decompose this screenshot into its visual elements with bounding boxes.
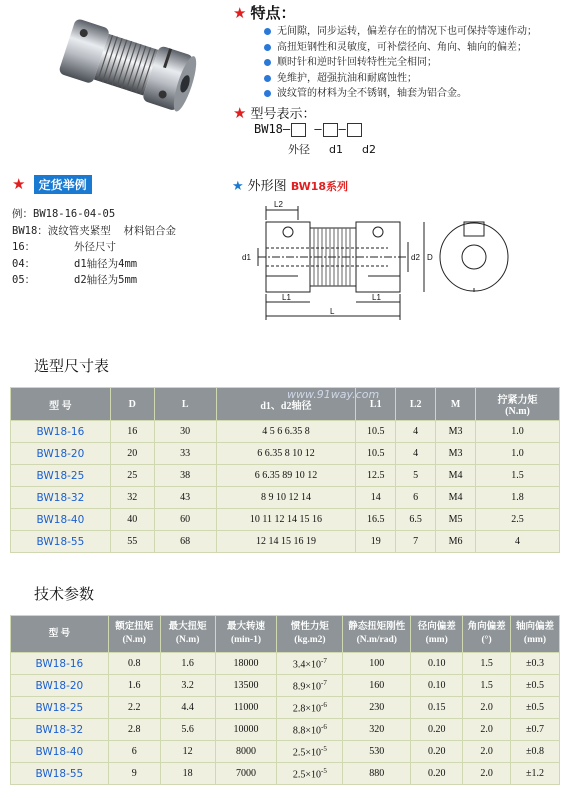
table-cell: 10 11 12 14 15 16 (216, 509, 356, 531)
inertia-cell (277, 763, 343, 785)
col-header (160, 616, 215, 653)
feature-item: 无间隙，同步运转，偏差存在的情况下也可保持等速作动； (263, 24, 563, 40)
table-cell: 4 (396, 421, 436, 443)
col-header-model: 型 号 (11, 388, 111, 421)
example-line (12, 239, 176, 256)
table-cell: ±0.3 (511, 653, 560, 675)
table-row (11, 763, 560, 785)
table-row (11, 653, 560, 675)
col-header-D: D (110, 388, 154, 421)
col-header-L: L (154, 388, 216, 421)
red-star-icon: ★ (233, 4, 247, 22)
col-header-torque (476, 388, 560, 421)
table-cell: 10.5 (356, 421, 396, 443)
model-notation-title (233, 103, 315, 122)
feature-item: 高扭矩钢性和灵敏度，可补偿径向、角向、轴向的偏差； (263, 40, 563, 56)
table-cell: 0.10 (411, 675, 463, 697)
model-cell: BW18-25 (11, 465, 111, 487)
example-line (12, 256, 176, 273)
col-header-label: 轴向偏差 (516, 622, 555, 632)
feature-item: 波纹管的材料为全不锈钢，轴套为铝合金。 (263, 86, 563, 102)
tech-table-title: 技术参数 (34, 585, 95, 603)
table-cell: 20 (110, 443, 154, 465)
col-header-unit: (N.m) (122, 635, 146, 645)
table-cell: 6 (108, 741, 160, 763)
table-cell: 1.0 (476, 443, 560, 465)
table-cell: 4 (476, 531, 560, 553)
table-cell: 0.20 (411, 719, 463, 741)
selection-table (10, 387, 560, 553)
table-cell: 1.5 (463, 675, 511, 697)
table-row (11, 741, 560, 763)
example-text (12, 206, 176, 289)
col-header-unit: (°) (481, 635, 492, 645)
table-cell: 12.5 (356, 465, 396, 487)
table-cell: 1.5 (463, 653, 511, 675)
model-code-labels (288, 141, 395, 157)
example-value: 外径尺寸 (74, 241, 116, 253)
example-value: d2轴径为5mm (74, 274, 138, 286)
col-header-label: 角向偏差 (467, 622, 506, 632)
dim-label-l2: L2 (274, 200, 283, 209)
table-cell: 14 (356, 487, 396, 509)
table-cell: 16 (110, 421, 154, 443)
placeholder-box (347, 123, 362, 137)
table-cell: 0.15 (411, 697, 463, 719)
col-header-label: 最大转速 (227, 622, 266, 632)
example-value: 波纹管夹紧型 材料铝合金 (47, 224, 176, 237)
table-cell: 4 (396, 443, 436, 465)
bellows-coupling-photo (52, 8, 202, 123)
example-key: BW18： (12, 224, 48, 237)
table-cell: 32 (110, 487, 154, 509)
table-cell: 2.0 (463, 763, 511, 785)
table-cell: 12 (160, 741, 215, 763)
inertia-exponent: -7 (321, 678, 327, 687)
features-list (263, 24, 563, 102)
table-cell: 7 (396, 531, 436, 553)
table-cell: 0.20 (411, 763, 463, 785)
col-header-label: 最大扭矩 (168, 622, 207, 632)
col-header-unit: (min-1) (230, 635, 262, 645)
table-cell: 30 (154, 421, 216, 443)
table-cell: 55 (110, 531, 154, 553)
example-line (12, 272, 176, 289)
table-cell: 12 14 15 16 19 (216, 531, 356, 553)
label-d1: d1 (329, 143, 343, 156)
example-key: 05： (12, 274, 36, 286)
col-header-unit: (N.m/rad) (356, 635, 397, 645)
model-cell: BW18-55 (11, 763, 109, 785)
inertia-base: 8.8×10 (292, 725, 322, 737)
features-title-text: 特点： (250, 4, 296, 22)
model-cell: BW18-20 (11, 675, 109, 697)
table-cell: 100 (343, 653, 411, 675)
table-cell: 8 9 10 12 14 (216, 487, 356, 509)
table-cell: 320 (343, 719, 411, 741)
col-header-label: 径向偏差 (417, 622, 456, 632)
table-cell: 4 5 6 6.35 8 (216, 421, 356, 443)
table-cell: 6 (396, 487, 436, 509)
inertia-exponent: -7 (321, 656, 327, 665)
table-cell: 18000 (215, 653, 277, 675)
col-header-label: 额定扭矩 (115, 622, 154, 632)
table-cell: 13500 (215, 675, 277, 697)
feature-item: 顺时针和逆时针回转特性完全相同； (263, 55, 563, 71)
inertia-cell (277, 697, 343, 719)
table-row (11, 531, 560, 553)
model-cell: BW18-20 (11, 443, 111, 465)
table-cell: 1.0 (476, 421, 560, 443)
label-outer-diameter: 外径 (288, 143, 310, 156)
table-cell: 6.5 (396, 509, 436, 531)
table-row (11, 697, 560, 719)
table-cell: 68 (154, 531, 216, 553)
table-cell: 3.2 (160, 675, 215, 697)
dim-label-L: L (330, 307, 335, 316)
model-cell: BW18-16 (11, 653, 109, 675)
inertia-exponent: -5 (321, 744, 327, 753)
table-cell: 11000 (215, 697, 277, 719)
inertia-cell (277, 741, 343, 763)
model-code-template: BW18— — — (254, 122, 363, 137)
outline-heading (232, 175, 348, 194)
table-cell: 1.8 (476, 487, 560, 509)
table-row (11, 487, 560, 509)
table-cell: 16.5 (356, 509, 396, 531)
dim-label-l1: L1 (372, 293, 381, 302)
table-cell: 25 (110, 465, 154, 487)
col-header (277, 616, 343, 653)
table-cell: 38 (154, 465, 216, 487)
col-header (463, 616, 511, 653)
col-header-torque-label: 拧紧力矩 (497, 395, 538, 406)
model-notation-title-text: 型号表示： (250, 107, 316, 122)
table-row (11, 719, 560, 741)
red-star-icon: ★ (233, 104, 247, 122)
selection-table-title: 选型尺寸表 (34, 357, 110, 375)
example-line (12, 223, 176, 240)
table-cell: 10000 (215, 719, 277, 741)
feature-item: 免维护，超强抗油和耐腐蚀性； (263, 71, 563, 87)
dim-label-d1: d1 (242, 253, 251, 262)
table-cell: M4 (436, 465, 476, 487)
inertia-cell (277, 719, 343, 741)
col-header-label: 惯性力矩 (290, 622, 329, 632)
label-d2: d2 (361, 143, 376, 156)
col-header-unit: (kg.m2) (294, 635, 326, 645)
col-header-torque-unit: (N.m) (505, 406, 530, 417)
placeholder-box (291, 123, 306, 137)
table-cell: ±0.5 (511, 697, 560, 719)
table-cell: 2.0 (463, 697, 511, 719)
col-header (411, 616, 463, 653)
table-row (11, 509, 560, 531)
table-cell: 9 (108, 763, 160, 785)
table-cell: 40 (110, 509, 154, 531)
inertia-cell (277, 653, 343, 675)
table-cell: 0.8 (108, 653, 160, 675)
model-cell: BW18-16 (11, 421, 111, 443)
table-cell: 60 (154, 509, 216, 531)
table-cell: ±0.7 (511, 719, 560, 741)
model-cell: BW18-32 (11, 719, 109, 741)
table-cell: 6 6.35 89 10 12 (216, 465, 356, 487)
inertia-base: 2.5×10 (292, 747, 322, 759)
table-cell: 5.6 (160, 719, 215, 741)
inertia-base: 2.8×10 (292, 703, 322, 715)
table-cell: 880 (343, 763, 411, 785)
model-prefix: BW18— (254, 122, 291, 136)
dim-label-d2: d2 (411, 253, 420, 262)
model-cell: BW18-55 (11, 531, 111, 553)
table-header-row (11, 388, 560, 421)
col-header-L2: L2 (396, 388, 436, 421)
example-heading (12, 175, 92, 194)
table-cell: M3 (436, 421, 476, 443)
col-header-bore: d1、d2轴径 (216, 388, 356, 421)
table-cell: 2.0 (463, 741, 511, 763)
table-cell: 43 (154, 487, 216, 509)
table-cell: 4.4 (160, 697, 215, 719)
col-header-unit: (N.m) (175, 635, 200, 645)
table-cell: ±0.8 (511, 741, 560, 763)
col-header (511, 616, 560, 653)
col-header-M: M (436, 388, 476, 421)
table-cell: 33 (154, 443, 216, 465)
table-cell: M3 (436, 443, 476, 465)
model-cell: BW18-40 (11, 741, 109, 763)
col-header-unit: (mm) (523, 635, 547, 645)
table-cell: 2.2 (108, 697, 160, 719)
example-key: 04： (12, 257, 36, 270)
table-cell: 6 6.35 8 10 12 (216, 443, 356, 465)
table-cell: 2.0 (463, 719, 511, 741)
table-cell: 0.10 (411, 653, 463, 675)
table-cell: 1.6 (108, 675, 160, 697)
table-row (11, 443, 560, 465)
red-star-icon: ★ (12, 175, 26, 193)
table-cell: 1.6 (160, 653, 215, 675)
table-row (11, 465, 560, 487)
example-value: d1轴径为4mm (74, 257, 138, 270)
col-header-label: 静态扭矩刚性 (348, 622, 406, 632)
table-cell: 160 (343, 675, 411, 697)
table-cell: ±0.5 (511, 675, 560, 697)
table-cell: M5 (436, 509, 476, 531)
placeholder-box (323, 123, 338, 137)
outline-drawing (238, 198, 538, 330)
inertia-exponent: -6 (321, 722, 327, 731)
col-header (215, 616, 277, 653)
example-line (12, 206, 176, 223)
col-header-L1: L1 (356, 388, 396, 421)
table-cell: 5 (396, 465, 436, 487)
example-value: BW18-16-04-05 (33, 208, 116, 220)
inertia-base: 2.5×10 (292, 769, 322, 781)
col-header (11, 616, 109, 653)
model-cell: BW18-40 (11, 509, 111, 531)
example-badge: 定货举例 (34, 175, 92, 194)
dim-label-D: D (427, 253, 433, 262)
table-row (11, 675, 560, 697)
table-cell: 8000 (215, 741, 277, 763)
watermark: www.91way.com (287, 388, 380, 401)
col-header (108, 616, 160, 653)
tech-table (10, 615, 560, 785)
table-cell: 1.5 (476, 465, 560, 487)
inertia-exponent: -5 (321, 766, 327, 775)
table-cell: 530 (343, 741, 411, 763)
blue-star-icon: ★ (232, 179, 244, 194)
example-key: 16： (12, 241, 36, 253)
table-cell: 19 (356, 531, 396, 553)
table-cell: 7000 (215, 763, 277, 785)
table-cell: 2.8 (108, 719, 160, 741)
col-header (343, 616, 411, 653)
table-cell: 18 (160, 763, 215, 785)
inertia-exponent: -6 (321, 700, 327, 709)
table-cell: 230 (343, 697, 411, 719)
dim-label-l1: L1 (282, 293, 291, 302)
table-cell: M6 (436, 531, 476, 553)
table-row (11, 421, 560, 443)
outline-series: BW18系列 (290, 180, 349, 193)
col-header-label: 型 号 (48, 628, 71, 639)
table-cell: 0.20 (411, 741, 463, 763)
inertia-cell (277, 675, 343, 697)
model-cell: BW18-32 (11, 487, 111, 509)
features-title (233, 2, 295, 23)
table-header-row (11, 616, 560, 653)
table-cell: 10.5 (356, 443, 396, 465)
inertia-base: 8.9×10 (292, 681, 322, 693)
model-cell: BW18-25 (11, 697, 109, 719)
outline-title: 外形图 (247, 179, 287, 194)
table-cell: ±1.2 (511, 763, 560, 785)
inertia-base: 3.4×10 (292, 659, 322, 671)
example-key: 例： (12, 208, 33, 220)
table-cell: 2.5 (476, 509, 560, 531)
col-header-unit: (mm) (425, 635, 448, 645)
table-cell: M4 (436, 487, 476, 509)
